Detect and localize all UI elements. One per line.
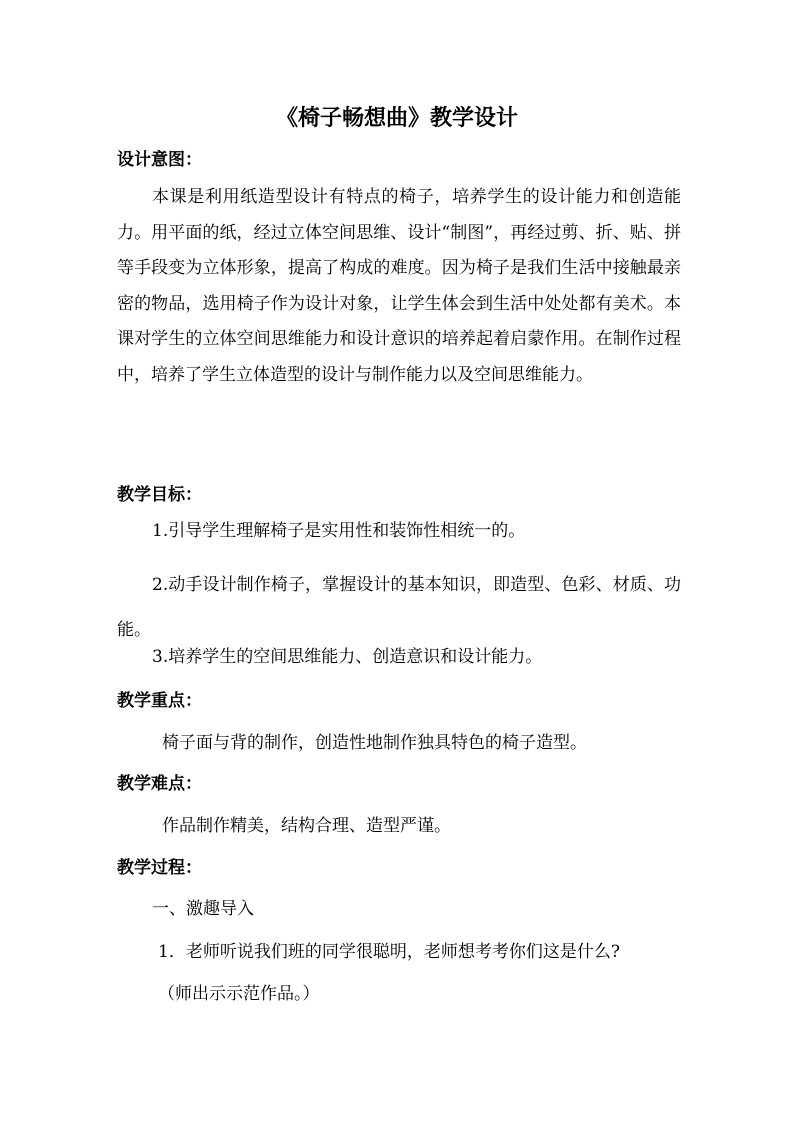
process-step-1: 一、激趣导入 [152,899,254,919]
process-item-1: 1．老师听说我们班的同学很聪明，老师想考考你们这是什么? [158,942,620,962]
difficulties-text: 作品制作精美，结构合理、造型严谨。 [162,816,451,836]
intent-heading: 设计意图： [117,150,202,170]
goal-item-1: 1.引导学生理解椅子是实用性和装饰性相统一的。 [152,521,526,541]
goal-item-2: 2.动手设计制作椅子，掌握设计的基本知识，即造型、色彩、材质、功能。 [117,575,681,640]
goals-heading: 教学目标： [117,485,202,505]
process-note-1: （师出示示范作品。） [158,984,320,1004]
key-points-heading: 教学重点： [117,691,202,711]
key-points-text: 椅子面与背的制作，创造性地制作独具特色的椅子造型。 [162,733,587,753]
document-title: 《椅子畅想曲》教学设计 [275,105,518,131]
goal-item-3: 3.培养学生的空间思维能力、创造意识和设计能力。 [152,647,543,667]
process-heading: 教学过程： [117,858,202,878]
difficulties-heading: 教学难点： [117,774,202,794]
intent-paragraph: 本课是利用纸造型设计有特点的椅子，培养学生的设计能力和创造能力。用平面的纸，经过立体空间思维、设计“制图”，再经过剪、折、贴、拼等手段变为立体形象，提高了构成的难度。因为椅子是我们生活中接触最亲密的物品，选用椅子作为设计对象，让学生体会到生活中处处都有美术。本课对学生的立体空间思维能力和设计意识的培养起着启蒙作用。在制作过程中，培养了学生立体造型的设计与制作能力以及空间思维能力。 [117,187,681,385]
